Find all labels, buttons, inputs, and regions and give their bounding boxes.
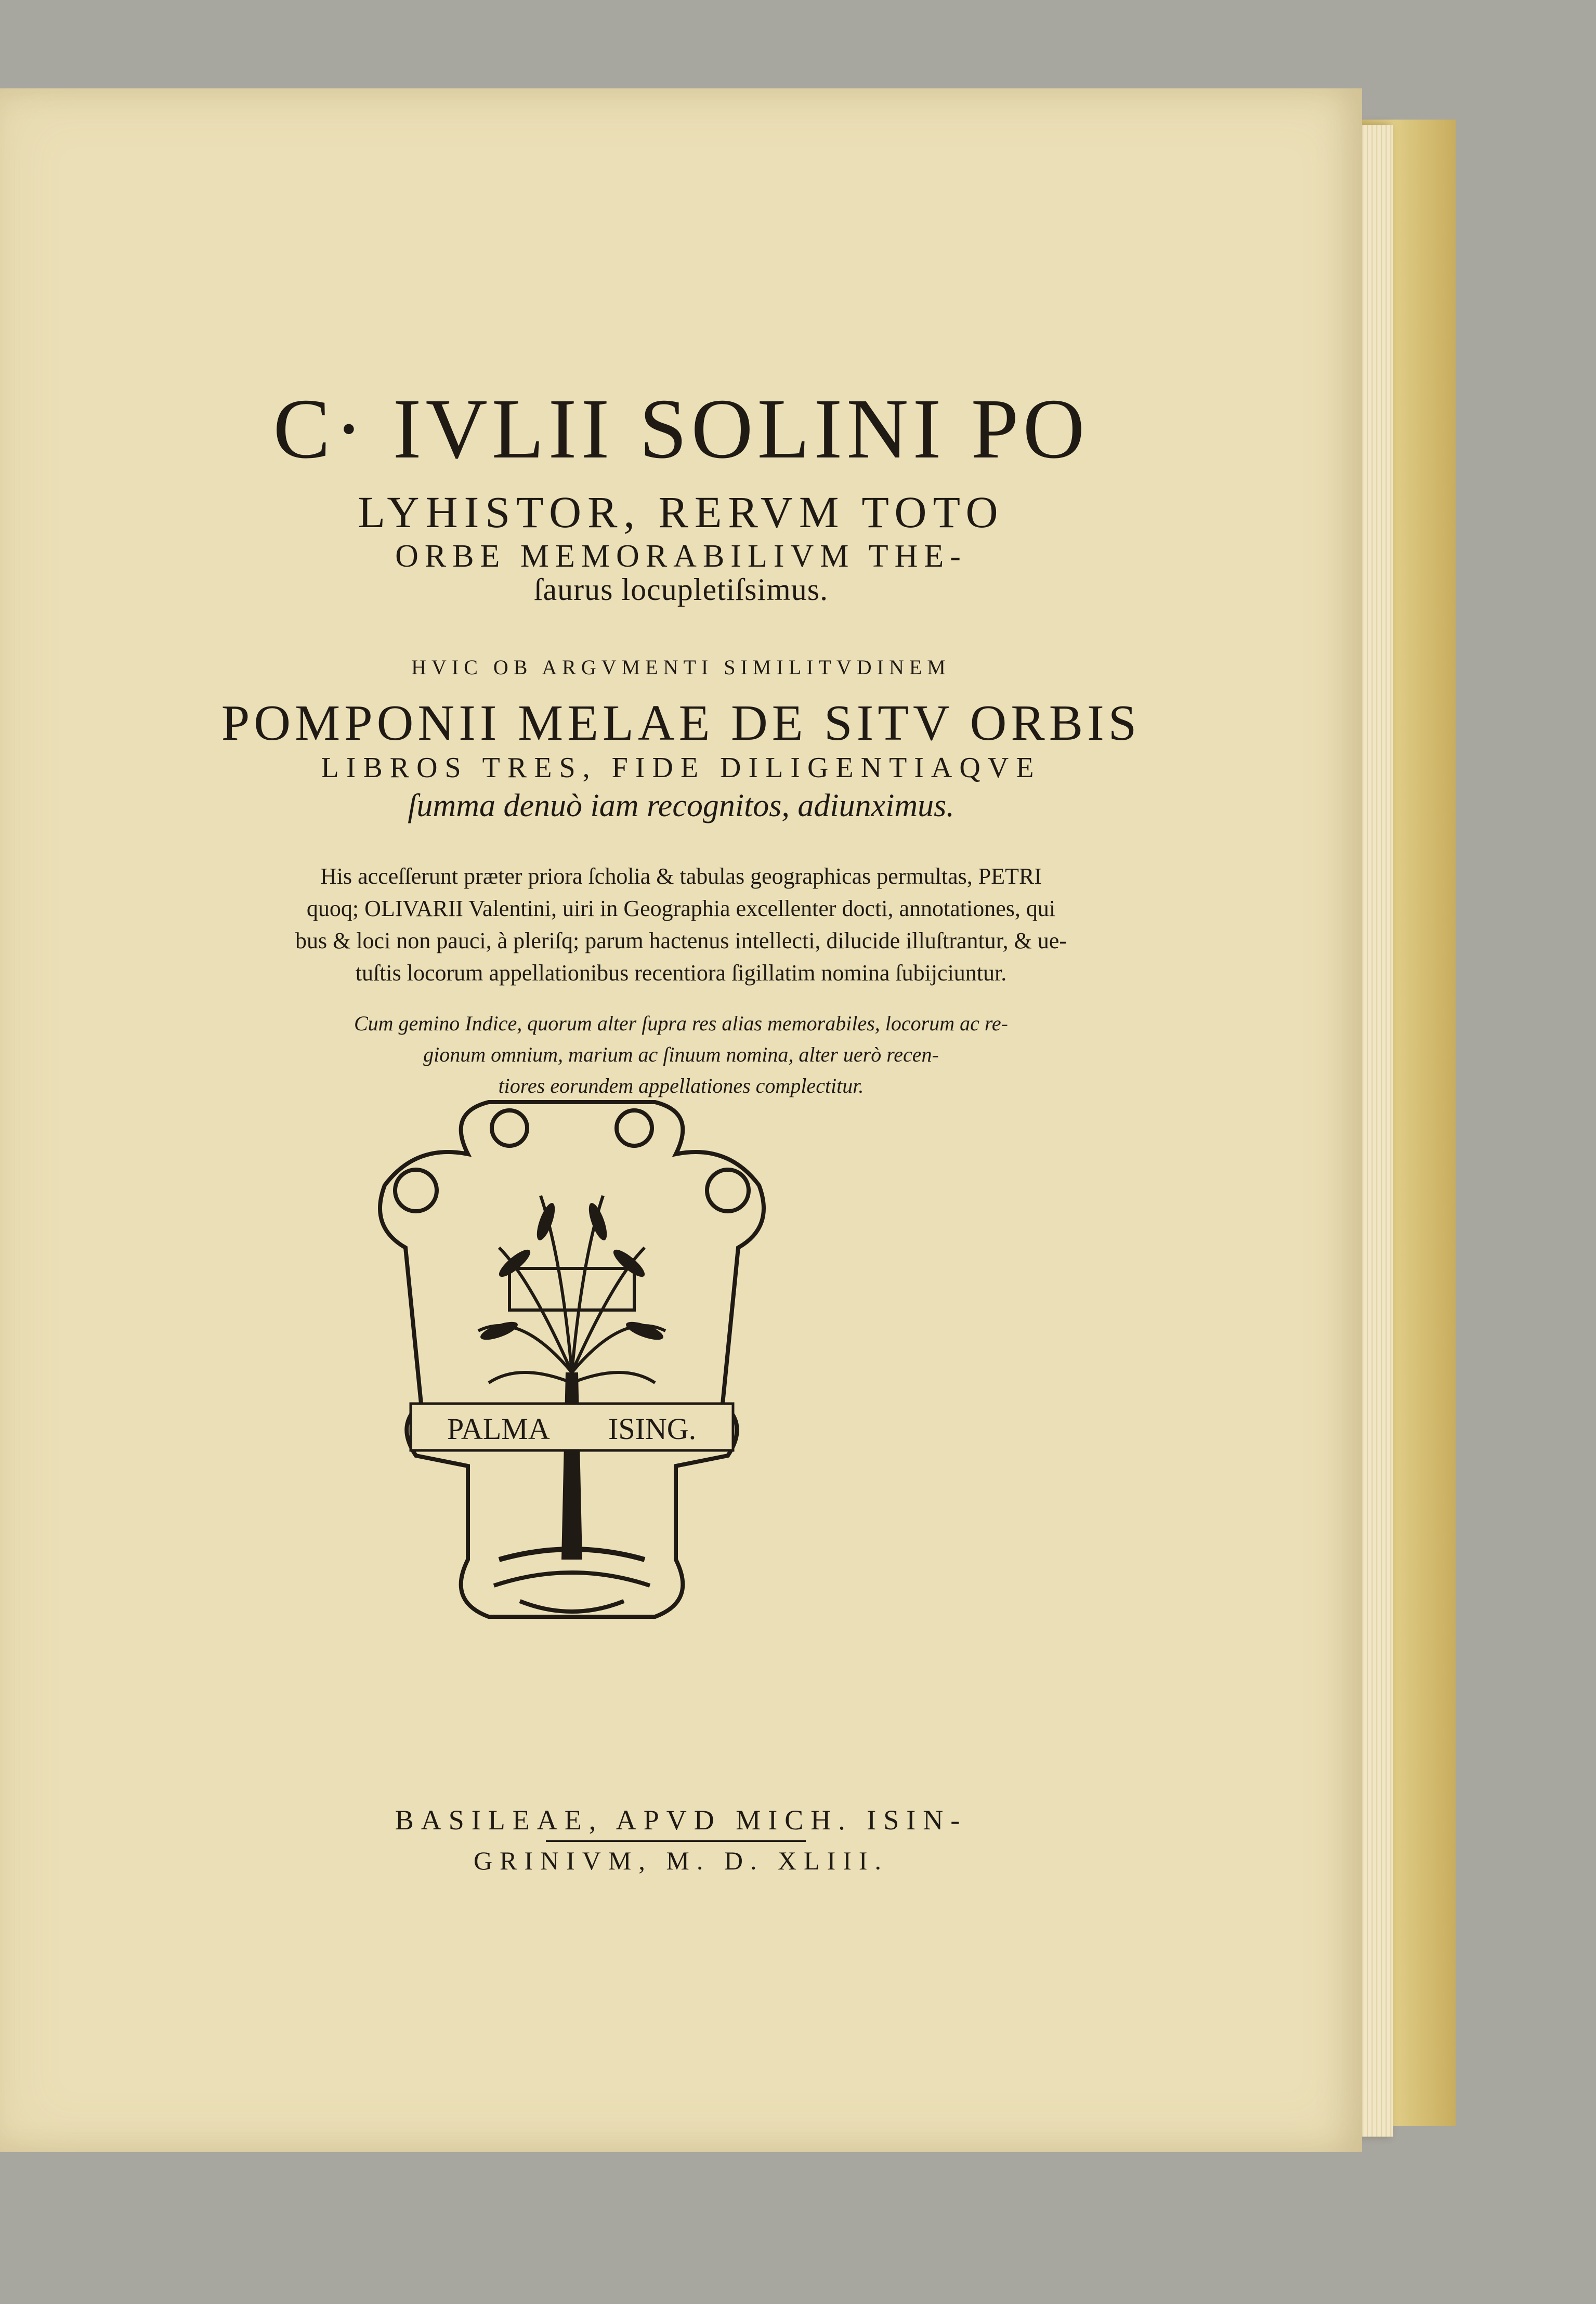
imprint-line-1: BASILEAE, APVD MICH. ISIN- (395, 1804, 967, 1836)
additions-line-1: His acceſſerunt præter priora ſcholia & tabulas geographicas permultas, PETRI (320, 863, 1042, 889)
additions-line-2: quoq; OLIVARII Valentini, uiri in Geographia excellenter docti, annotationes, qui (306, 896, 1056, 921)
pomponius-line-2: LIBROS TRES, FIDE DILIGENTIAQVE (321, 752, 1041, 784)
title-page (0, 88, 1362, 2152)
index-note-line-2: gionum omnium, marium ac ſinuum nomina, alter uerò recen- (423, 1043, 939, 1066)
index-note-line-1: Cum gemino Indice, quorum alter ſupra res alias memorabiles, locorum ac re- (354, 1012, 1008, 1035)
title-line-3: ORBE MEMORABILIVM THE- (395, 539, 967, 574)
palm-tree-icon (478, 1196, 665, 1560)
index-note-line-3: tiores eorundem appellationes complectitur. (498, 1074, 864, 1097)
printer-mark (364, 1092, 780, 1638)
printer-mark-right: ISING. (608, 1412, 697, 1446)
imprint-line-2: GRINIVM, M. D. XLIII. (473, 1846, 889, 1875)
additions-line-4: tuſtis locorum appellationibus recentiora ſigillatim nomina ſubijciuntur. (355, 960, 1007, 986)
printer-mark-left: PALMA (447, 1412, 550, 1446)
title-line-2: LYHISTOR, RERVM TOTO (358, 487, 1004, 537)
subtitle-intro: HVIC OB ARGVMENTI SIMILITVDINEM (411, 656, 951, 679)
pomponius-line-1: POMPONII MELAE DE SITV ORBIS (221, 695, 1141, 751)
title-line-4: ſaurus locupletiſsimus. (533, 572, 829, 607)
additions-line-3: bus & loci non pauci, à pleriſq; parum hactenus intellecti, dilucide illuſtrantur, & ue- (295, 928, 1067, 953)
pomponius-line-3: ſumma denuò iam recognitos, adiunximus. (408, 788, 954, 823)
title-line-1: C· IVLII SOLINI PO (273, 381, 1089, 476)
imprint-rule (546, 1840, 806, 1842)
